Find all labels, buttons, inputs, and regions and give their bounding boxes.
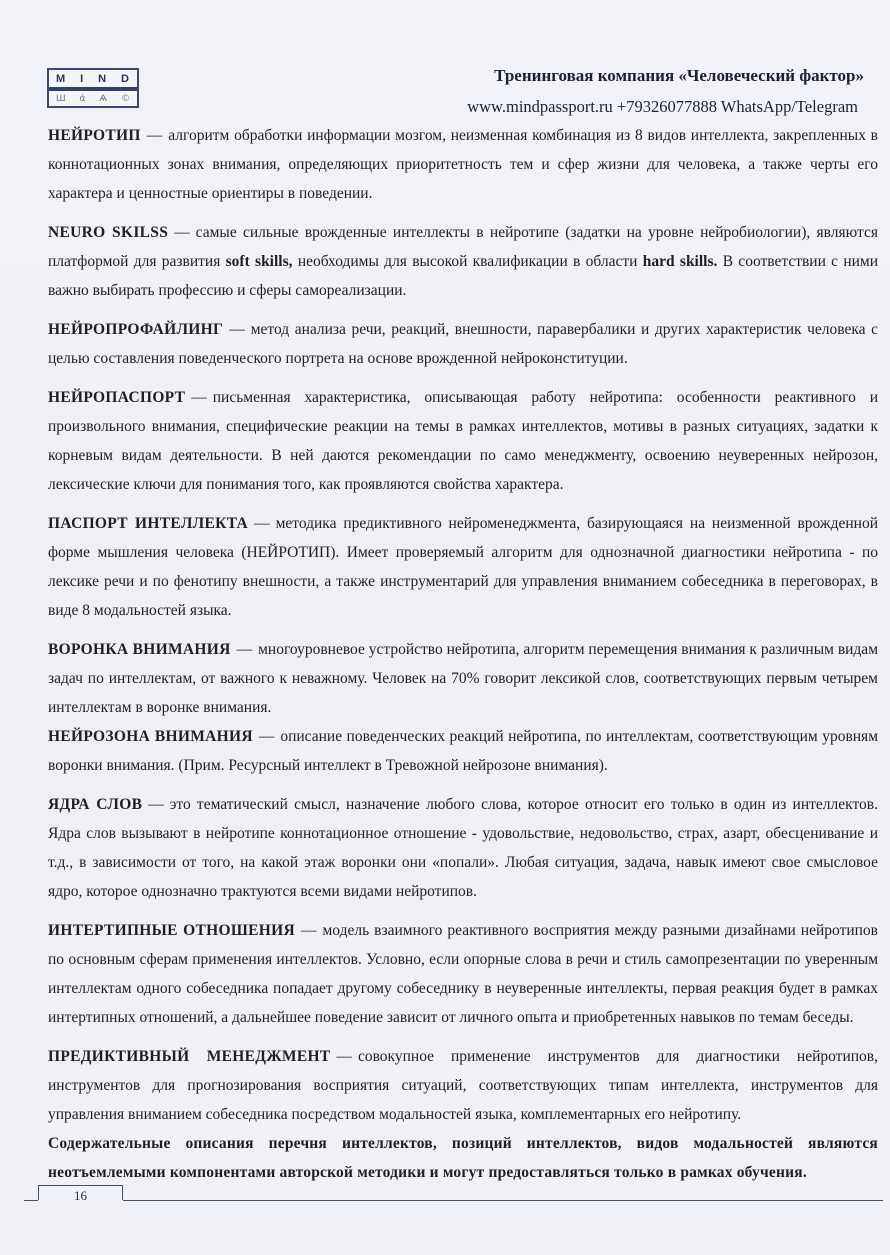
definition-intellect-passport [48, 509, 878, 625]
definition-text: метод анализа речи, реакций, внешности, паравербалики и других характеристик человека с целью составления поведенческого портрета на основе врожденной нейроконституции. [48, 321, 878, 367]
definition-dash: — [229, 321, 245, 338]
mind-logo [47, 68, 139, 108]
definition-text: многоуровневое устройство нейротипа, алгоритм перемещения внимания к различным видам задач по интеллектам, от важного к неважному. Человек на 70% говорит лексикой слов, соответствующих первым четырем интеллектам в воронке внимания. [48, 641, 879, 716]
logo-letter: I [80, 72, 85, 85]
definition-bold: hard skills. [642, 253, 718, 270]
definition-term: ЯДРА СЛОВ [48, 796, 143, 813]
definition-term: НЕЙРОЗОНА ВНИМАНИЯ [48, 728, 253, 745]
company-name: Тренинговая компания «Человеческий фактор» [494, 66, 864, 85]
definition-text: письменная характеристика, описывающая работу нейротипа: особенности реактивного и произвольного внимания, специфические реакции на темы в рамках интеллектов, мотивы в разных ситуациях, задатки к корневым видам деятельности. В ней даются рекомендации по само менеджменту, освоению неуверенных нейрозон, лексические ключи для понимания того, как проявляются свойства характера. [48, 389, 878, 493]
definition-dash: — [301, 922, 317, 939]
definition-text: алгоритм обработки информации мозгом, неизменная комбинация из 8 видов интеллекта, закрепленных в коннотационных зонах внимания, определяющих приоритетность тем и сфер жизни для человека, а также черты его характера и ценностные ориентиры в поведении. [48, 127, 878, 202]
definition-word-cores [48, 790, 878, 906]
logo-letter: D [121, 72, 130, 85]
definition-dash: — [148, 796, 164, 813]
logo-glyph-icon: ά [79, 93, 86, 104]
definition-dash: — [146, 127, 163, 144]
definition-intertype-relations [48, 916, 878, 1032]
page-number: 16 [38, 1185, 123, 1200]
definition-dash: — [258, 728, 275, 745]
definition-dash: — [254, 515, 270, 532]
logo-glyph-icon: Ш [55, 93, 66, 104]
definition-dash: — [174, 224, 190, 241]
definition-attention-neurozone [48, 722, 878, 780]
definition-attention-funnel [48, 635, 878, 722]
definition-text: самые сильные врожденные интеллекты в нейротипе (задатки на уровне нейробиологии), являются платформой для развития [48, 224, 878, 270]
definition-term: NEURO SKILSS [48, 224, 169, 241]
definition-neurotype [48, 121, 878, 208]
definition-predictive-management [48, 1042, 878, 1129]
footer-rule [24, 1200, 38, 1201]
definition-text: В соответствии с ними важно выбирать профессию и сферы самореализации. [48, 253, 879, 299]
definition-text: необходимы для высокой квалификации в области [297, 253, 638, 270]
logo-letter: N [98, 72, 108, 85]
logo-glyph-icon: © [121, 93, 131, 104]
definition-neuropassport [48, 383, 878, 499]
definition-text: описание поведенческих реакций нейротипа, по интеллектам, соответствующим уровням воронки внимания. (Прим. Ресурсный интеллект в Тревожной нейрозоне внимания). [48, 728, 878, 774]
definitions-list [48, 121, 878, 1187]
definition-term: НЕЙРОПРОФАЙЛИНГ [48, 321, 224, 338]
definition-term: НЕЙРОТИП [48, 127, 141, 144]
definition-term: ПРЕДИКТИВНЫЙ МЕНЕДЖМЕНТ [48, 1048, 331, 1065]
definition-dash: — [336, 1048, 352, 1065]
closing-note: Содержательные описания перечня интеллектов, позиций интеллектов, видов модальностей являются неотъемлемыми компонентами авторской методики и могут предоставляться только в рамках обучения. [48, 1135, 878, 1181]
definition-neuroprofiling [48, 315, 878, 373]
definition-dash: — [236, 641, 253, 658]
definition-term: ВОРОНКА ВНИМАНИЯ [48, 641, 231, 658]
definition-text: методика предиктивного нейроменеджмента, базирующаяся на неизменной врожденной форме мышления человека (НЕЙРОТИП). Имеет проверяемый алгоритм для однозначной диагностики нейротипа - по лексике речи и по фенотипу внешности, а также инструментарий для управления вниманием собеседника в переговорах, в виде 8 модальностей языка. [48, 515, 879, 619]
footer-rule [123, 1200, 883, 1201]
logo-glyph-icon: Ѧ [99, 93, 108, 104]
definition-neuro-skills [48, 218, 878, 305]
definition-text: совокупное применение инструментов для диагностики нейротипов, инструментов для прогнозирования восприятия ситуаций, соответствующих типам интеллекта, инструментов для управления вниманием собеседника посредством модальностей языка, комплементарных его нейротипу. [48, 1048, 878, 1123]
logo-letter: M [55, 72, 67, 85]
definition-term: НЕЙРОПАСПОРТ [48, 389, 186, 406]
definition-bold: soft skills, [225, 253, 293, 270]
definition-text: модель взаимного реактивного восприятия между разными дизайнами нейротипов по основным сферам применения интеллектов. Условно, если опорные слова в речи и стиль самопрезентации по уверенным интеллектам одного собеседника попадает другому собеседнику в неуверенные интеллекты, первая реакция будет в рамках интертипных отношений, а дальнейшее поведение зависит от личного опыта и приобретенных навыков по темам беседы. [48, 922, 878, 1026]
definition-term: ПАСПОРТ ИНТЕЛЛЕКТА [48, 515, 249, 532]
definition-term: ИНТЕРТИПНЫЕ ОТНОШЕНИЯ [48, 922, 295, 939]
logo-letters [49, 70, 137, 87]
definition-dash: — [191, 389, 207, 406]
company-contacts: www.mindpassport.ru +79326077888 WhatsApp/Telegram [467, 97, 858, 116]
logo-glyphs [49, 91, 137, 106]
definition-text: это тематический смысл, назначение любого слова, которое относит его только в один из интеллектов. Ядра слов вызывают в нейротипе коннотационное отношение - удовольствие, недовольство, страх, азарт, обесценивание и т.д., в зависимости от того, на какой этаж воронки они «попали». Любая ситуация, задача, навык имеют свое смысловое ядро, которое однозначно трактуются всеми видами нейротипов. [48, 796, 878, 900]
